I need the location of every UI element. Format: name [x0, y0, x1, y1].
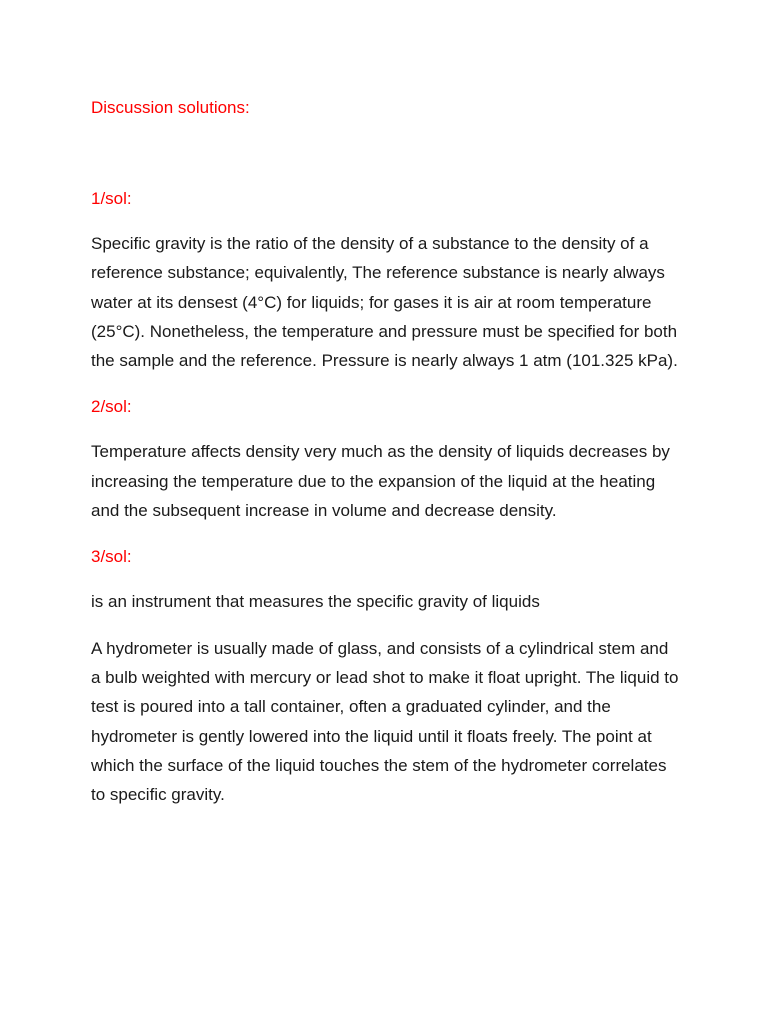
section-3-paragraph-2: A hydrometer is usually made of glass, and consists of a cylindrical stem and a bulb weighted with mercury or lead shot to make it float upright. The liquid to test is poured into a tall container, often a graduated cylinder, and the hydrometer is gently lowered into the liquid until it floats freely. The point at which the surface of the liquid touches the stem of the hydrometer correlates to specific gravity.: [91, 638, 679, 805]
section-3-paragraph-1: is an instrument that measures the specific gravity of liquids: [91, 592, 540, 612]
document-body: [91, 93, 681, 809]
document-title: Discussion solutions:: [91, 98, 250, 117]
section-2-paragraph: Temperature affects density very much as the density of liquids decreases by increasing the temperature due to the expansion of the liquid at the heating and the subsequent increase in volume and decrease density.: [91, 442, 670, 521]
section-heading-1: 1/sol:: [91, 189, 132, 208]
section-heading-3: 3/sol:: [91, 547, 132, 567]
section-1-paragraph: Specific gravity is the ratio of the density of a substance to the density of a reference substance; equivalently, The reference substance is nearly always water at its densest (4°C) for liquids; for gases it is air at room temperature (25°C). Nonetheless, the temperature and pressure must be specified for both the sample and the reference. Pressure is nearly always 1 atm (101.325 kPa).: [91, 234, 678, 371]
section-heading-2: 2/sol:: [91, 397, 132, 417]
